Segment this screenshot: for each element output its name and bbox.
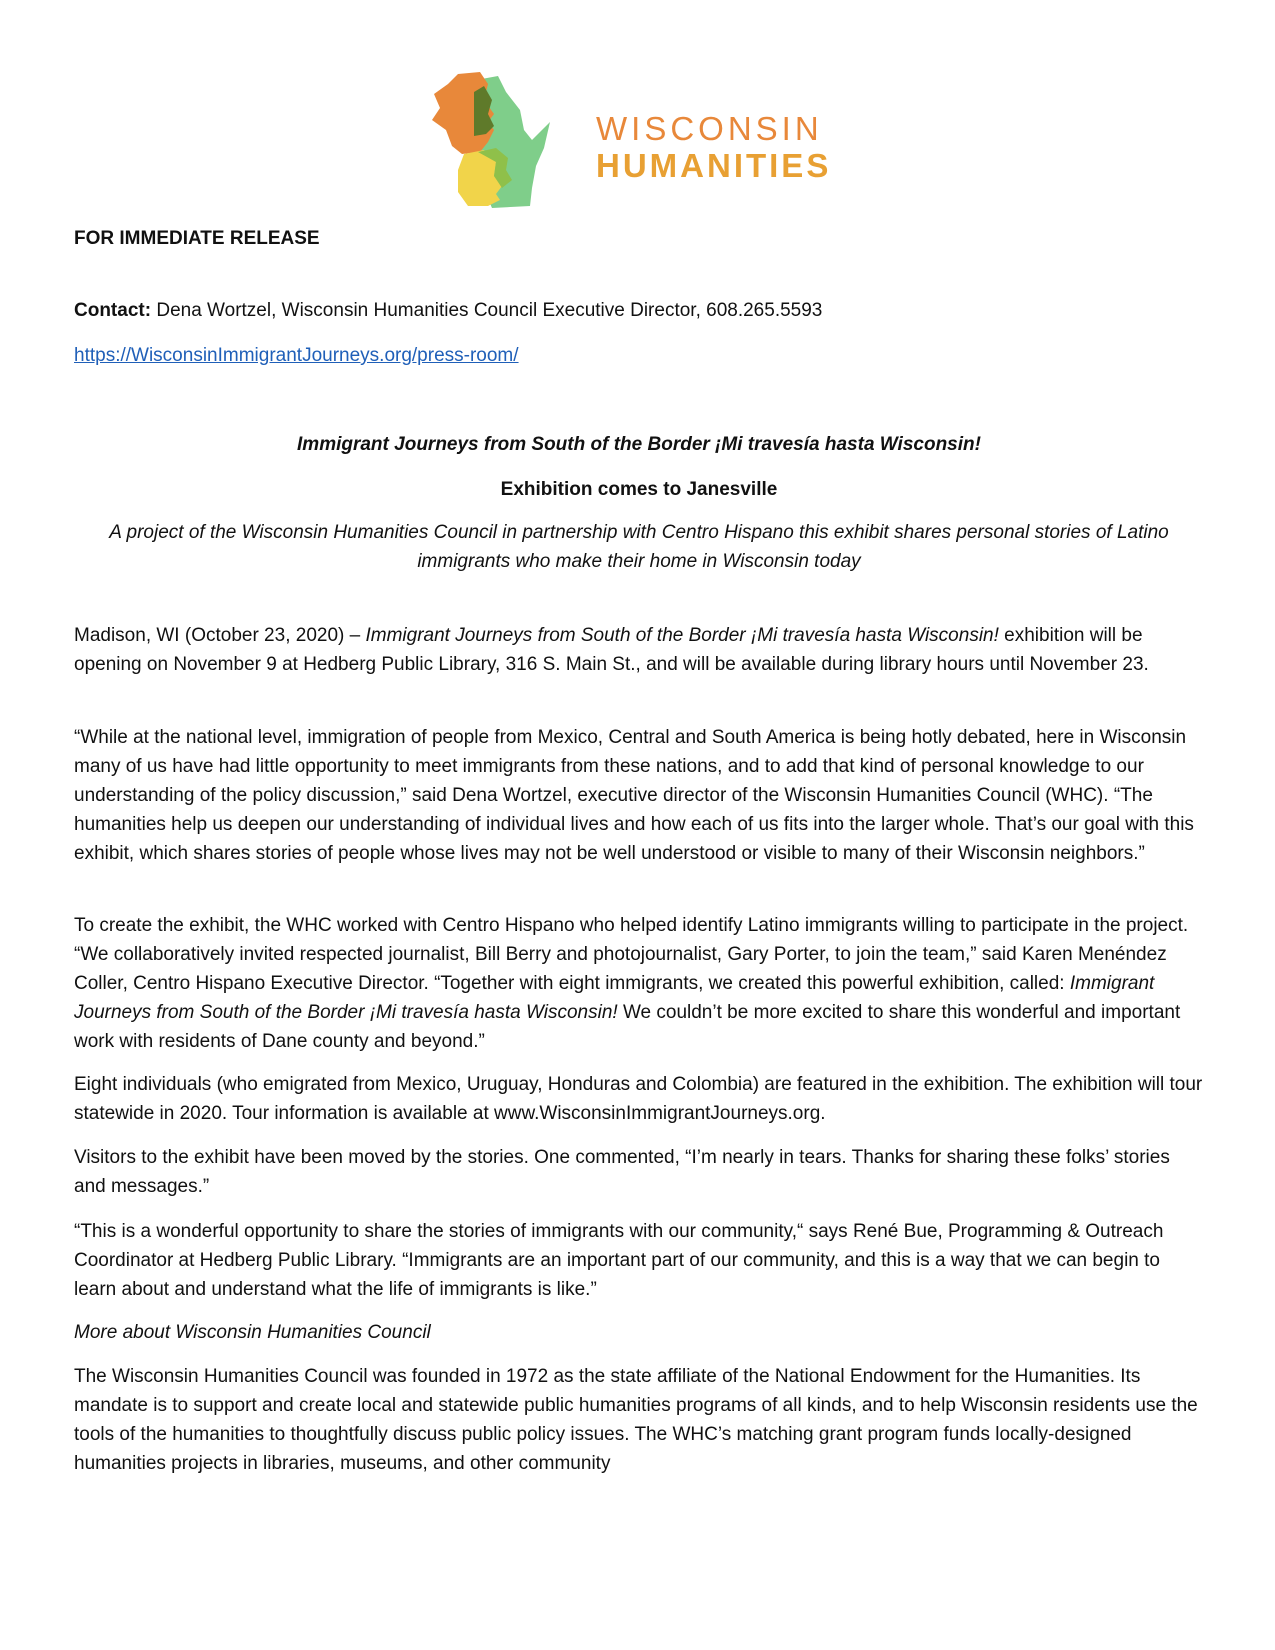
logo-wordmark bbox=[596, 112, 831, 182]
paragraph-visitor-comment: Visitors to the exhibit have been moved by the stories. One commented, “I’m nearly in tears. Thanks for sharing these folks’ stories and messages.” bbox=[74, 1147, 1170, 1197]
paragraph-about-whc: The Wisconsin Humanities Council was founded in 1972 as the state affiliate of the National Endowment for the Humanities. Its mandate is to support and create local and statewide public humanities programs of all kinds, and to help Wisconsin residents use the tools of the humanities to thoughtfully discuss public policy issues. The WHC’s matching grant program funds locally-designed humanities projects in libraries, museums, and other community bbox=[74, 1366, 1198, 1474]
wisconsin-humanities-logo bbox=[428, 70, 848, 220]
logo-line1: WISCONSIN bbox=[596, 110, 823, 147]
logo-line2: HUMANITIES bbox=[596, 147, 832, 184]
paragraph-exhibit-creation: To create the exhibit, the WHC worked with Centro Hispano who helped identify Latino immigrants willing to participate in the project. “We collaboratively invited respected journalist, Bill Berry and photojournalist, Gary Porter, to join the team,” said Karen Menéndez Coller, Centro Hispano Executive Director. “Together with eight immigrants, we created this powerful exhibition, called: Immigrant Journeys from South of the Border ¡Mi travesía hasta Wisconsin! We couldn’t be more excited to share this wonderful and important work with residents of Dane county and beyond.” bbox=[74, 915, 1189, 1052]
wisconsin-map-faces-icon bbox=[428, 70, 568, 220]
paragraph-bue-quote: “This is a wonderful opportunity to share the stories of immigrants with our community,“ says René Bue, Programming & Outreach Coordinator at Hedberg Public Library. “Immigrants are an important part of our community, and this is a way that we can begin to learn about and understand what the life of immigrants is like.” bbox=[74, 1221, 1164, 1300]
contact-line bbox=[74, 296, 1204, 325]
section-heading: More about Wisconsin Humanities Council bbox=[74, 1322, 431, 1343]
headline-title: Immigrant Journeys from South of the Border ¡Mi travesía hasta Wisconsin! bbox=[297, 434, 981, 455]
press-room-link-row bbox=[74, 341, 1204, 370]
headline-dek: A project of the Wisconsin Humanities Council in partnership with Centro Hispano this exhibit shares personal stories of Latino immigrants who make their home in Wisconsin today bbox=[109, 522, 1169, 572]
paragraph-wortzel-quote: “While at the national level, immigration of people from Mexico, Central and South America is being hotly debated, here in Wisconsin many of us have had little opportunity to meet immigrants from these nations, and to add that kind of personal knowledge to our understanding of the policy discussion,” said Dena Wortzel, executive director of the Wisconsin Humanities Council (WHC). “The humanities help us deepen our understanding of individual lives and how each of us fits into the larger whole. That’s our goal with this exhibit, which shares stories of people whose lives may not be well understood or visible to many of their Wisconsin neighbors.” bbox=[74, 727, 1194, 864]
contact-label: Contact: bbox=[74, 300, 152, 321]
contact-text: Dena Wortzel, Wisconsin Humanities Council Executive Director, 608.265.5593 bbox=[151, 300, 823, 321]
paragraph-featured-individuals: Eight individuals (who emigrated from Mexico, Uruguay, Honduras and Colombia) are featured in the exhibition. The exhibition will tour statewide in 2020. Tour information is available at www.WisconsinImmigrantJourneys.org. bbox=[74, 1074, 1203, 1124]
headline-subtitle: Exhibition comes to Janesville bbox=[500, 479, 778, 500]
paragraph-opening: Madison, WI (October 23, 2020) – Immigrant Journeys from South of the Border ¡Mi travesía hasta Wisconsin! exhibition will be opening on November 9 at Hedberg Public Library, 316 S. Main St., and will be available during library hours until November 23. bbox=[74, 625, 1149, 675]
release-label: FOR IMMEDIATE RELEASE bbox=[74, 228, 320, 249]
press-room-link[interactable]: https://WisconsinImmigrantJourneys.org/press-room/ bbox=[74, 345, 519, 366]
